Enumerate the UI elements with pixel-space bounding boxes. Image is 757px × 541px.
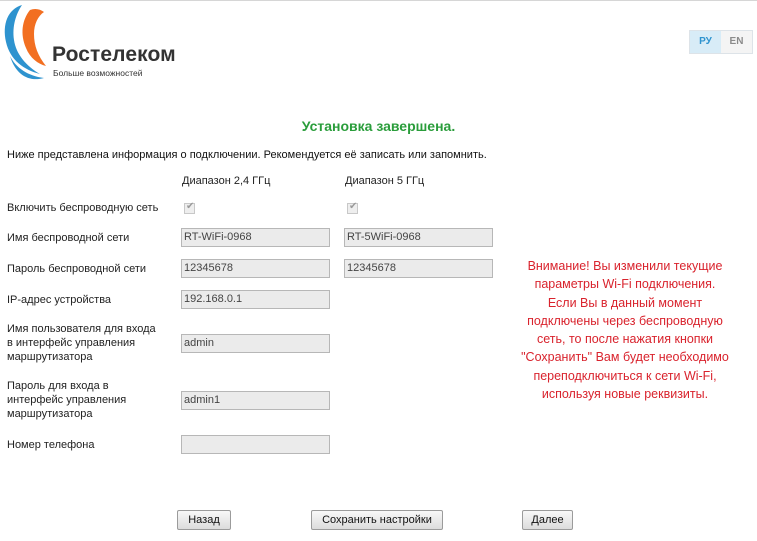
column-header-24ghz: Диапазон 2,4 ГГц [182,175,271,187]
ip-field[interactable]: 192.168.0.1 [181,290,330,309]
brand-tagline: Больше возможностей [53,68,143,78]
warning-line: сеть, то после нажатия кнопки [536,332,714,347]
rostelecom-logo-icon [0,2,52,86]
admin-username-field[interactable]: admin [181,334,330,353]
lang-en-button[interactable]: EN [721,31,752,53]
wifi-password-label: Пароль беспроводной сети [7,263,147,275]
next-button[interactable]: Далее [522,510,573,530]
ssid-5-field[interactable]: RT-5WiFi-0968 [344,228,493,247]
top-border [0,0,757,1]
admin-username-label-line: маршрутизатора [7,351,93,363]
save-settings-button[interactable]: Сохранить настройки [311,510,443,530]
wifi-password-5-field[interactable]: 12345678 [344,259,493,278]
lang-ru-button[interactable]: РУ [690,31,721,53]
enable-wifi-5-checkbox[interactable] [347,203,358,214]
warning-line: "Сохранить" Вам будет необходимо [521,350,729,365]
admin-password-label-line: интерфейс управления [7,394,127,406]
ssid-24-field[interactable]: RT-WiFi-0968 [181,228,330,247]
admin-username-label-line: Имя пользователя для входа [7,323,156,335]
enable-wifi-24-checkbox[interactable] [184,203,195,214]
checkmark-icon: ✔ [186,201,195,212]
enable-wifi-label: Включить беспроводную сеть [7,202,159,214]
ip-label: IP-адрес устройства [7,294,112,306]
admin-username-label [7,322,156,364]
admin-password-label-line: Пароль для входа в [7,380,109,392]
warning-line: Если Вы в данный момент [547,295,703,310]
warning-line: Внимание! Вы изменили текущие [527,259,723,273]
wifi-change-warning [500,257,750,403]
wifi-password-24-field[interactable]: 12345678 [181,259,330,278]
checkmark-icon: ✔ [349,201,358,212]
warning-line: переподключиться к сети Wi-Fi, [533,368,717,383]
warning-line: подключены через беспроводную [527,313,723,328]
ssid-label: Имя беспроводной сети [7,232,130,244]
warning-line: параметры Wi-Fi подключения. [534,277,716,292]
brand-name: Ростелеком [52,43,176,66]
back-button[interactable]: Назад [177,510,231,530]
phone-field[interactable] [181,435,330,454]
phone-label: Номер телефона [7,439,95,451]
page-title: Установка завершена. [301,118,456,134]
column-header-5ghz: Диапазон 5 ГГц [345,175,425,187]
admin-username-label-line: в интерфейс управления [7,337,136,349]
rostelecom-logo [0,2,190,88]
intro-text: Ниже представлена информация о подключении. Рекомендуется её записать или запомнить. [7,149,487,161]
language-switcher [689,30,753,54]
admin-password-field[interactable]: admin1 [181,391,330,410]
admin-password-label-line: маршрутизатора [7,408,93,420]
warning-line: используя новые реквизиты. [541,387,709,402]
admin-password-label [7,379,126,421]
